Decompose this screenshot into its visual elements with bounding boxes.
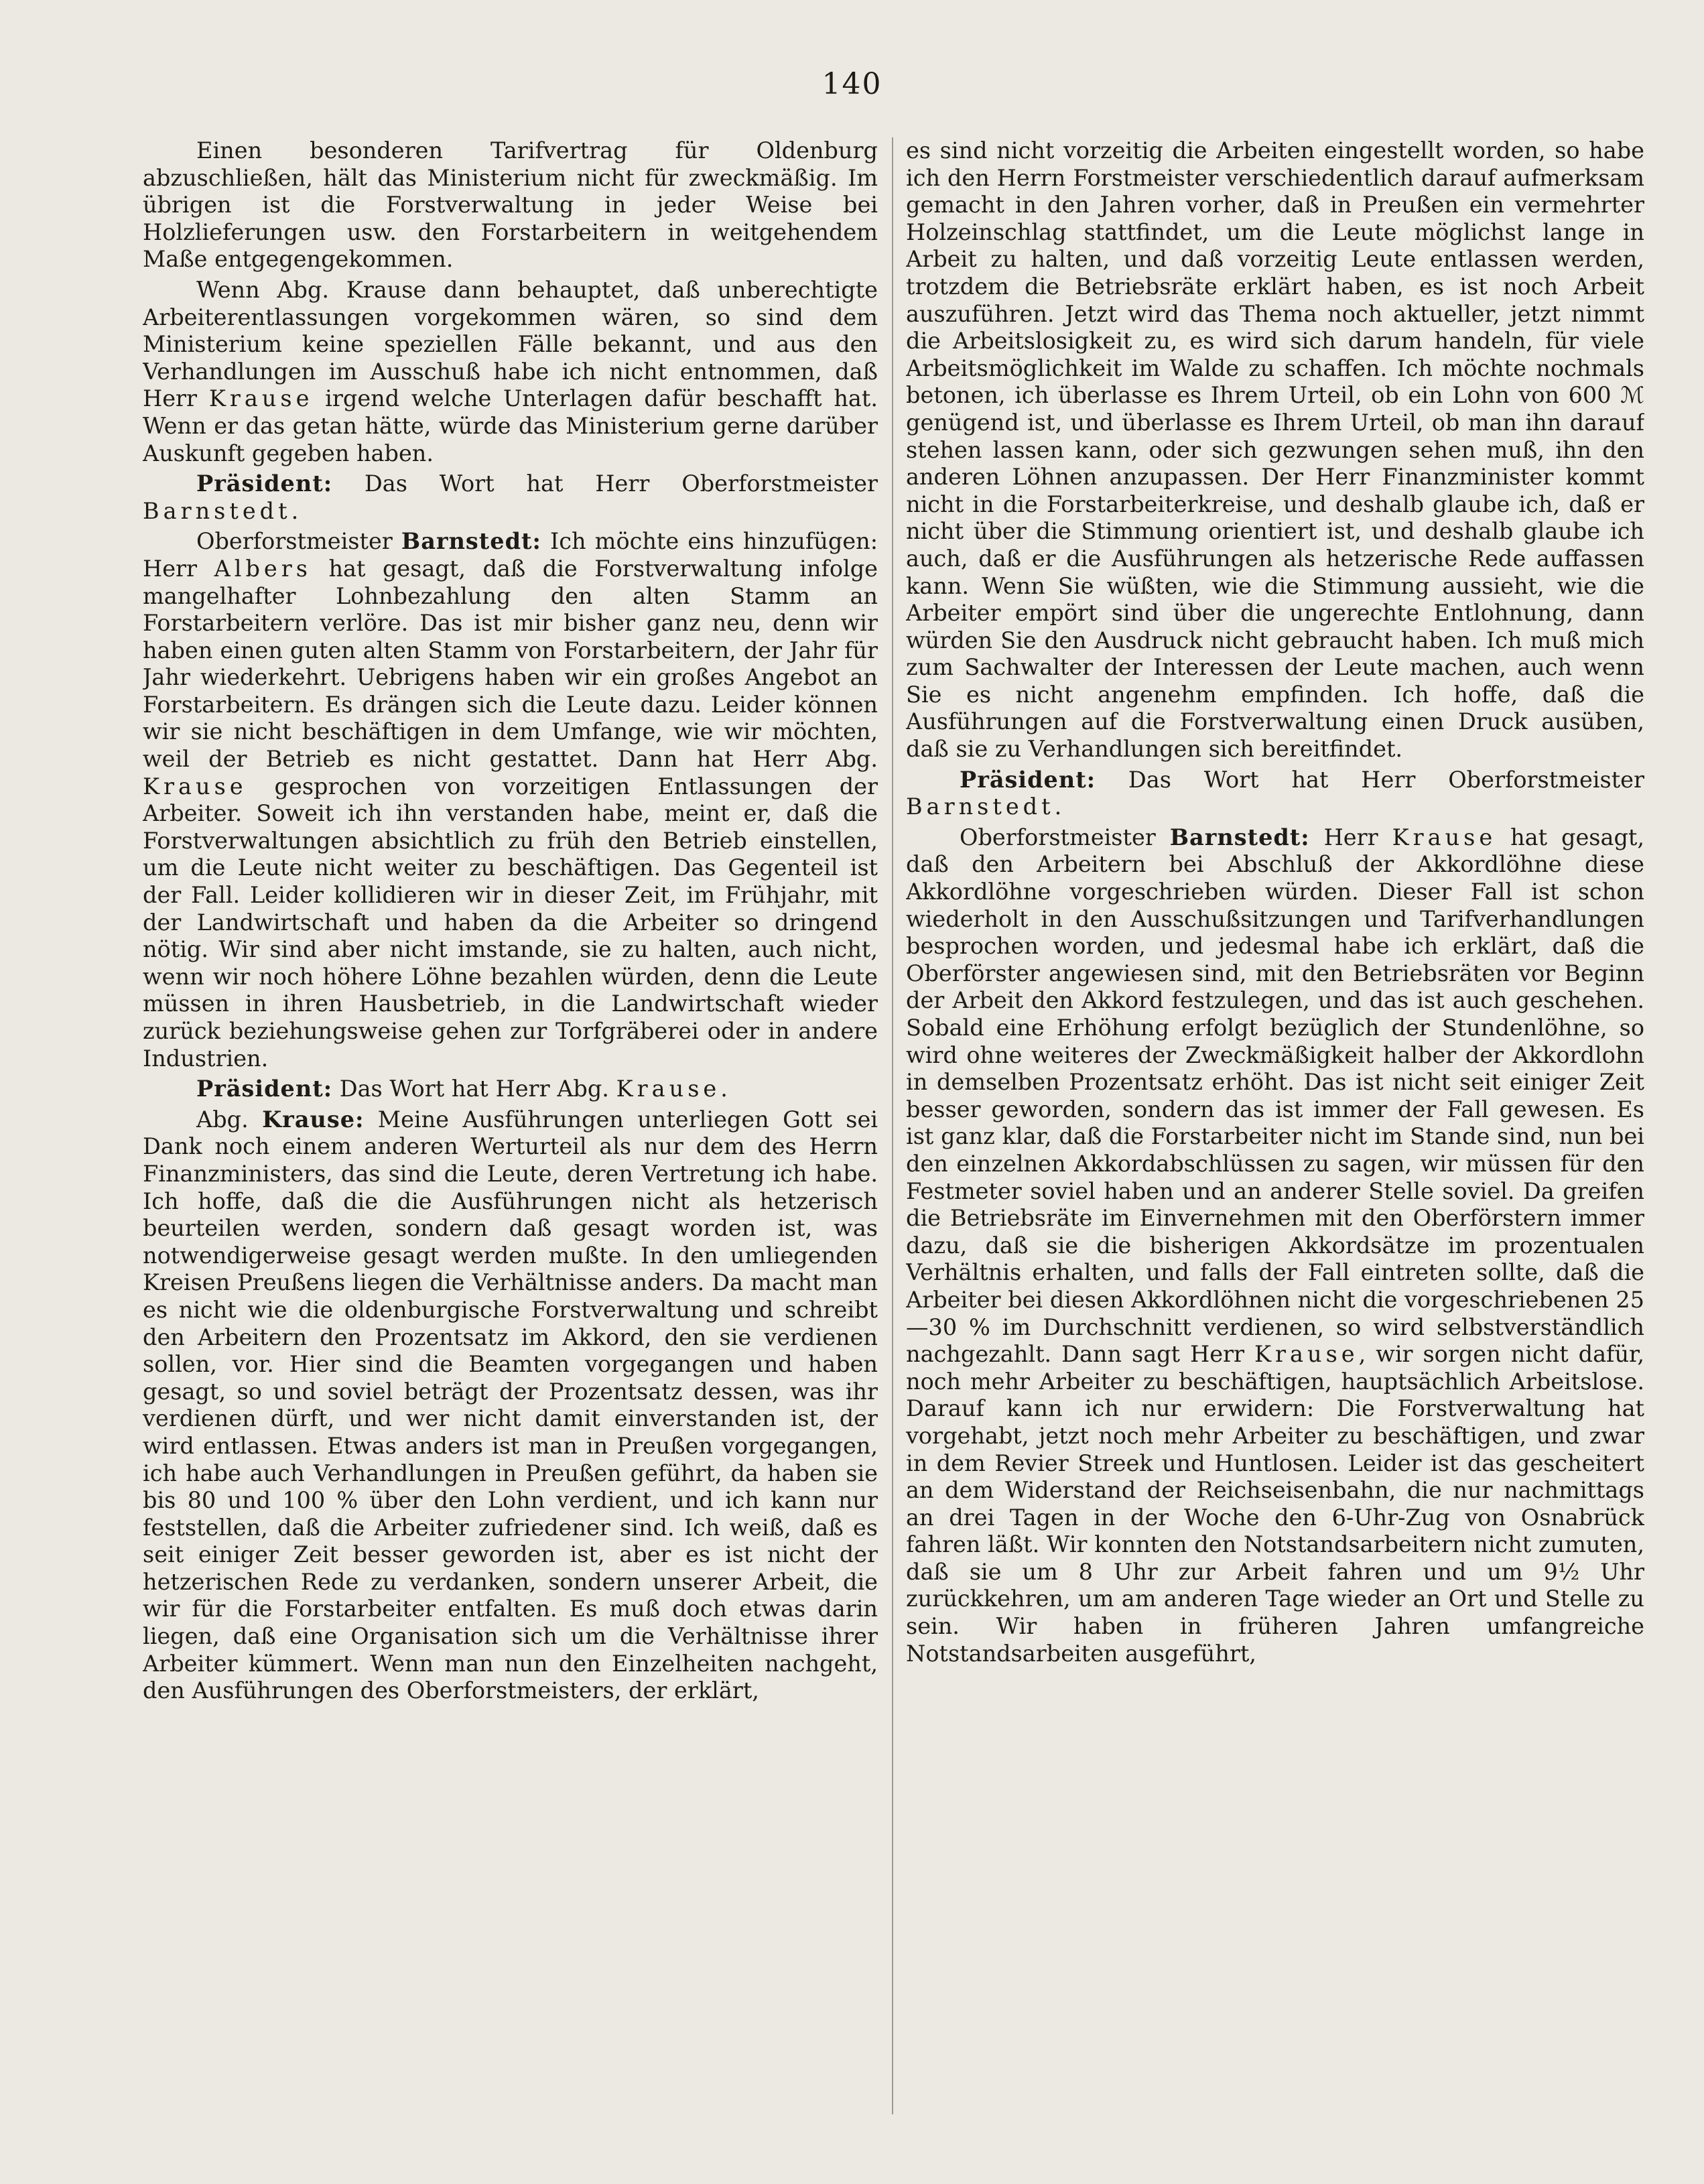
page-number: 140 [822,67,882,101]
paragraph: Wenn Abg. Krause dann behauptet, daß unberechtigte Arbeiterentlassungen vorgekommen wären, so sind dem Ministerium keine speziellen Fälle bekannt, und aus den Verhandlungen im Ausschuß habe ich nicht entnommen, daß Herr Krause irgend welche Unterlagen dafür beschafft hat. Wenn er das getan hätte, würde das Ministerium gerne darüber Auskunft gegeben haben. [143,276,878,466]
speaker-name: Krause [1254,1341,1359,1368]
speaker-name: Krause [616,1076,721,1102]
speaker-label: Präsident: [960,766,1096,793]
paragraph: Präsident: Das Wort hat Herr Abg. Krause. [196,1076,728,1102]
column-divider [892,137,893,2114]
speaker-label: Krause: [262,1106,365,1133]
speaker-label: Präsident: [196,1076,333,1102]
paragraph: Präsident: Das Wort hat Herr Oberforstmeister Barnstedt. [143,470,878,524]
paragraph: Einen besonderen Tarifvertrag für Oldenburg abzuschließen, hält das Ministerium nicht für zweckmäßig. Im übrigen ist die Forstverwaltung in jeder Weise bei Holzlieferungen usw. den Forstarbeitern in weitgehendem Maße entgegengekommen. [143,137,878,273]
speaker-label: Präsident: [196,470,333,497]
speaker-name: Krause [1392,824,1497,850]
paragraph: Oberforstmeister Barnstedt: Herr Krause hat gesagt, daß den Arbeitern bei Abschluß der Akkordlöhne diese Akkordlöhne vorgeschrieben würden. Dieser Fall ist schon wiederholt in den Ausschußsitzungen und Tarifverhandlungen besprochen worden, und jedesmal habe ich erklärt, daß die Oberförster angewiesen sind, mit den Betriebsräten vor Beginn der Arbeit den Akkord festzulegen, und das ist auch geschehen. Sobald eine Erhöhung erfolgt bezüglich der Stundenlöhne, so wird ohne weiteres der Zweckmäßigkeit halber der Akkordlohn in demselben Prozentsatz erhöht. Das ist nicht seit einiger Zeit besser geworden, sondern das ist immer der Fall gewesen. Es ist ganz klar, daß die Forstarbeiter nicht im Stande sind, nun bei den einzelnen Akkordabschlüssen zu sagen, wir müssen für den Festmeter soviel haben und an anderer Stelle soviel. Da greifen die Betriebsräte im Einvernehmen mit den Oberförstern immer dazu, daß sie die bisherigen Akkordsätze im prozentualen Verhältnis erhalten, und falls der Fall eintreten sollte, daß die Arbeiter bei diesen Akkordlöhnen nicht die vorgeschriebenen 25—30 % im Durchschnitt verdienen, so wird selbstverständlich nachgezahlt. Dann sagt Herr Krause, wir sorgen nicht dafür, noch mehr Arbeiter zu beschäftigen, hauptsächlich Arbeitslose. Darauf kann ich nur erwidern: Die Forstverwaltung hat vorgehabt, jetzt noch mehr Arbeiter zu beschäftigen, und zwar in dem Revier Streek und Huntlosen. Leider ist das gescheitert an dem Widerstand der Reichseisenbahn, die nur nachmittags an drei Tagen in der Woche den 6-Uhr-Zug von Osnabrück fahren läßt. Wir konnten den Notstandsarbeitern nicht zumuten, daß sie um 8 Uhr zur Arbeit fahren und um 9½ Uhr zurückkehren, um am anderen Tage wieder an Ort und Stelle zu sein. Wir haben in früheren Jahren umfangreiche Notstandsarbeiten ausgeführt, [906,824,1644,1667]
speaker-name: Barnstedt [143,497,291,524]
speaker-name: Barnstedt [906,793,1055,820]
paragraph: Oberforstmeister Barnstedt: Ich möchte eins hinzufügen: Herr Albers hat gesagt, daß die Forstverwaltung infolge mangelhafter Lohnbezahlung den alten Stamm an Forstarbeitern verlöre. Das ist mir bisher ganz neu, denn wir haben einen guten alten Stamm von Forstarbeitern, der Jahr für Jahr wiederkehrt. Uebrigens haben wir ein großes Angebot an Forstarbeitern. Es drängen sich die Leute dazu. Leider können wir sie nicht beschäftigen in dem Umfange, wie wir möchten, weil der Betrieb es nicht gestattet. Dann hat Herr Abg. Krause gesprochen von vorzeitigen Entlassungen der Arbeiter. Soweit ich ihn verstanden habe, meint er, daß die Forstverwaltungen absichtlich zu früh den Betrieb einstellen, um die Leute nicht weiter zu beschäftigen. Das Gegenteil ist der Fall. Leider kollidieren wir in dieser Zeit, im Frühjahr, mit der Landwirtschaft und haben da die Arbeiter so dringend nötig. Wir sind aber nicht imstande, sie zu halten, auch nicht, wenn wir noch höhere Löhne bezahlen würden, denn die Leute müssen in ihren Hausbetrieb, in die Landwirtschaft wieder zurück beziehungsweise gehen zur Torfgräberei oder in andere Industrien. [143,528,878,1072]
paragraph: Abg. Krause: Meine Ausführungen unterliegen Gott sei Dank noch einem anderen Werturteil als nur dem des Herrn Finanzministers, das sind die Leute, deren Vertretung ich habe. Ich hoffe, daß die die Ausführungen nicht als hetzerisch beurteilen werden, sondern daß gesagt worden ist, was notwendigerweise gesagt werden mußte. In den umliegenden Kreisen Preußens liegen die Verhältnisse anders. Da macht man es nicht wie die oldenburgische Forstverwaltung und schreibt den Arbeitern den Prozentsatz im Akkord, den sie verdienen sollen, vor. Hier sind die Beamten vorgegangen und haben gesagt, so und soviel beträgt der Prozentsatz dessen, was ihr verdienen dürft, und wer nicht damit einverstanden ist, der wird entlassen. Etwas anders ist man in Preußen vorgegangen, ich habe auch Verhandlungen in Preußen geführt, da haben sie bis 80 und 100 % über den Lohn verdient, und ich kann nur feststellen, daß die Arbeiter zufriedener sind. Ich weiß, daß es seit einiger Zeit besser geworden ist, aber es ist nicht der hetzerischen Rede zu verdanken, sondern unserer Arbeit, die wir für die Forstarbeiter entfalten. Es muß doch etwas darin liegen, daß eine Organisation sich um die Verhältnisse ihrer Arbeiter kümmert. Wenn man nun den Einzelheiten nachgeht, den Ausführungen des Oberforstmeisters, der erklärt, [143,1106,878,1704]
left-column [143,137,878,2141]
speaker-name: Krause [208,385,314,412]
speaker-name: Krause [143,773,247,799]
currency-symbol: ℳ [1620,382,1644,409]
paragraph: Präsident: Das Wort hat Herr Oberforstmeister Barnstedt. [906,766,1644,820]
paragraph: es sind nicht vorzeitig die Arbeiten eingestellt worden, so habe ich den Herrn Forstmeister verschiedentlich darauf aufmerksam gemacht in den Jahren vorher, daß in Preußen ein vermehrter Holzeinschlag stattfindet, um die Leute möglichst lange in Arbeit zu halten, und daß vorzeitig Leute entlassen werden, trotzdem die Betriebsräte erklärt haben, es ist noch Arbeit auszuführen. Jetzt wird das Thema noch aktueller, jetzt nimmt die Arbeitslosigkeit zu, es wird sich darum handeln, für viele Arbeitsmöglichkeit im Walde zu schaffen. Ich möchte nochmals betonen, ich überlasse es Ihrem Urteil, ob ein Lohn von 600 ℳ genügend ist, und überlasse es Ihrem Urteil, ob man ihn darauf stehen lassen kann, oder sich gezwungen sehen muß, ihn den anderen Löhnen anzupassen. Der Herr Finanzminister kommt nicht in die Forstarbeiterkreise, und deshalb glaube ich, daß er nicht über die Stimmung orientiert ist, und deshalb glaube ich auch, daß er die Ausführungen als hetzerische Rede auffassen kann. Wenn Sie wüßten, wie die Stimmung aussieht, wie die Arbeiter empört sind über die ungerechte Entlohnung, dann würden Sie den Ausdruck nicht gebraucht haben. Ich muß mich zum Sachwalter der Interessen der Leute machen, auch wenn Sie es nicht angenehm empfinden. Ich hoffe, daß die Ausführungen auf die Forstverwaltung einen Druck ausüben, daß sie zu Verhandlungen sich bereitfindet. [906,137,1644,763]
speaker-label: Barnstedt: [401,528,541,555]
speaker-name: Albers [214,555,312,582]
speaker-label: Barnstedt: [1169,824,1310,850]
right-column [906,137,1644,2141]
